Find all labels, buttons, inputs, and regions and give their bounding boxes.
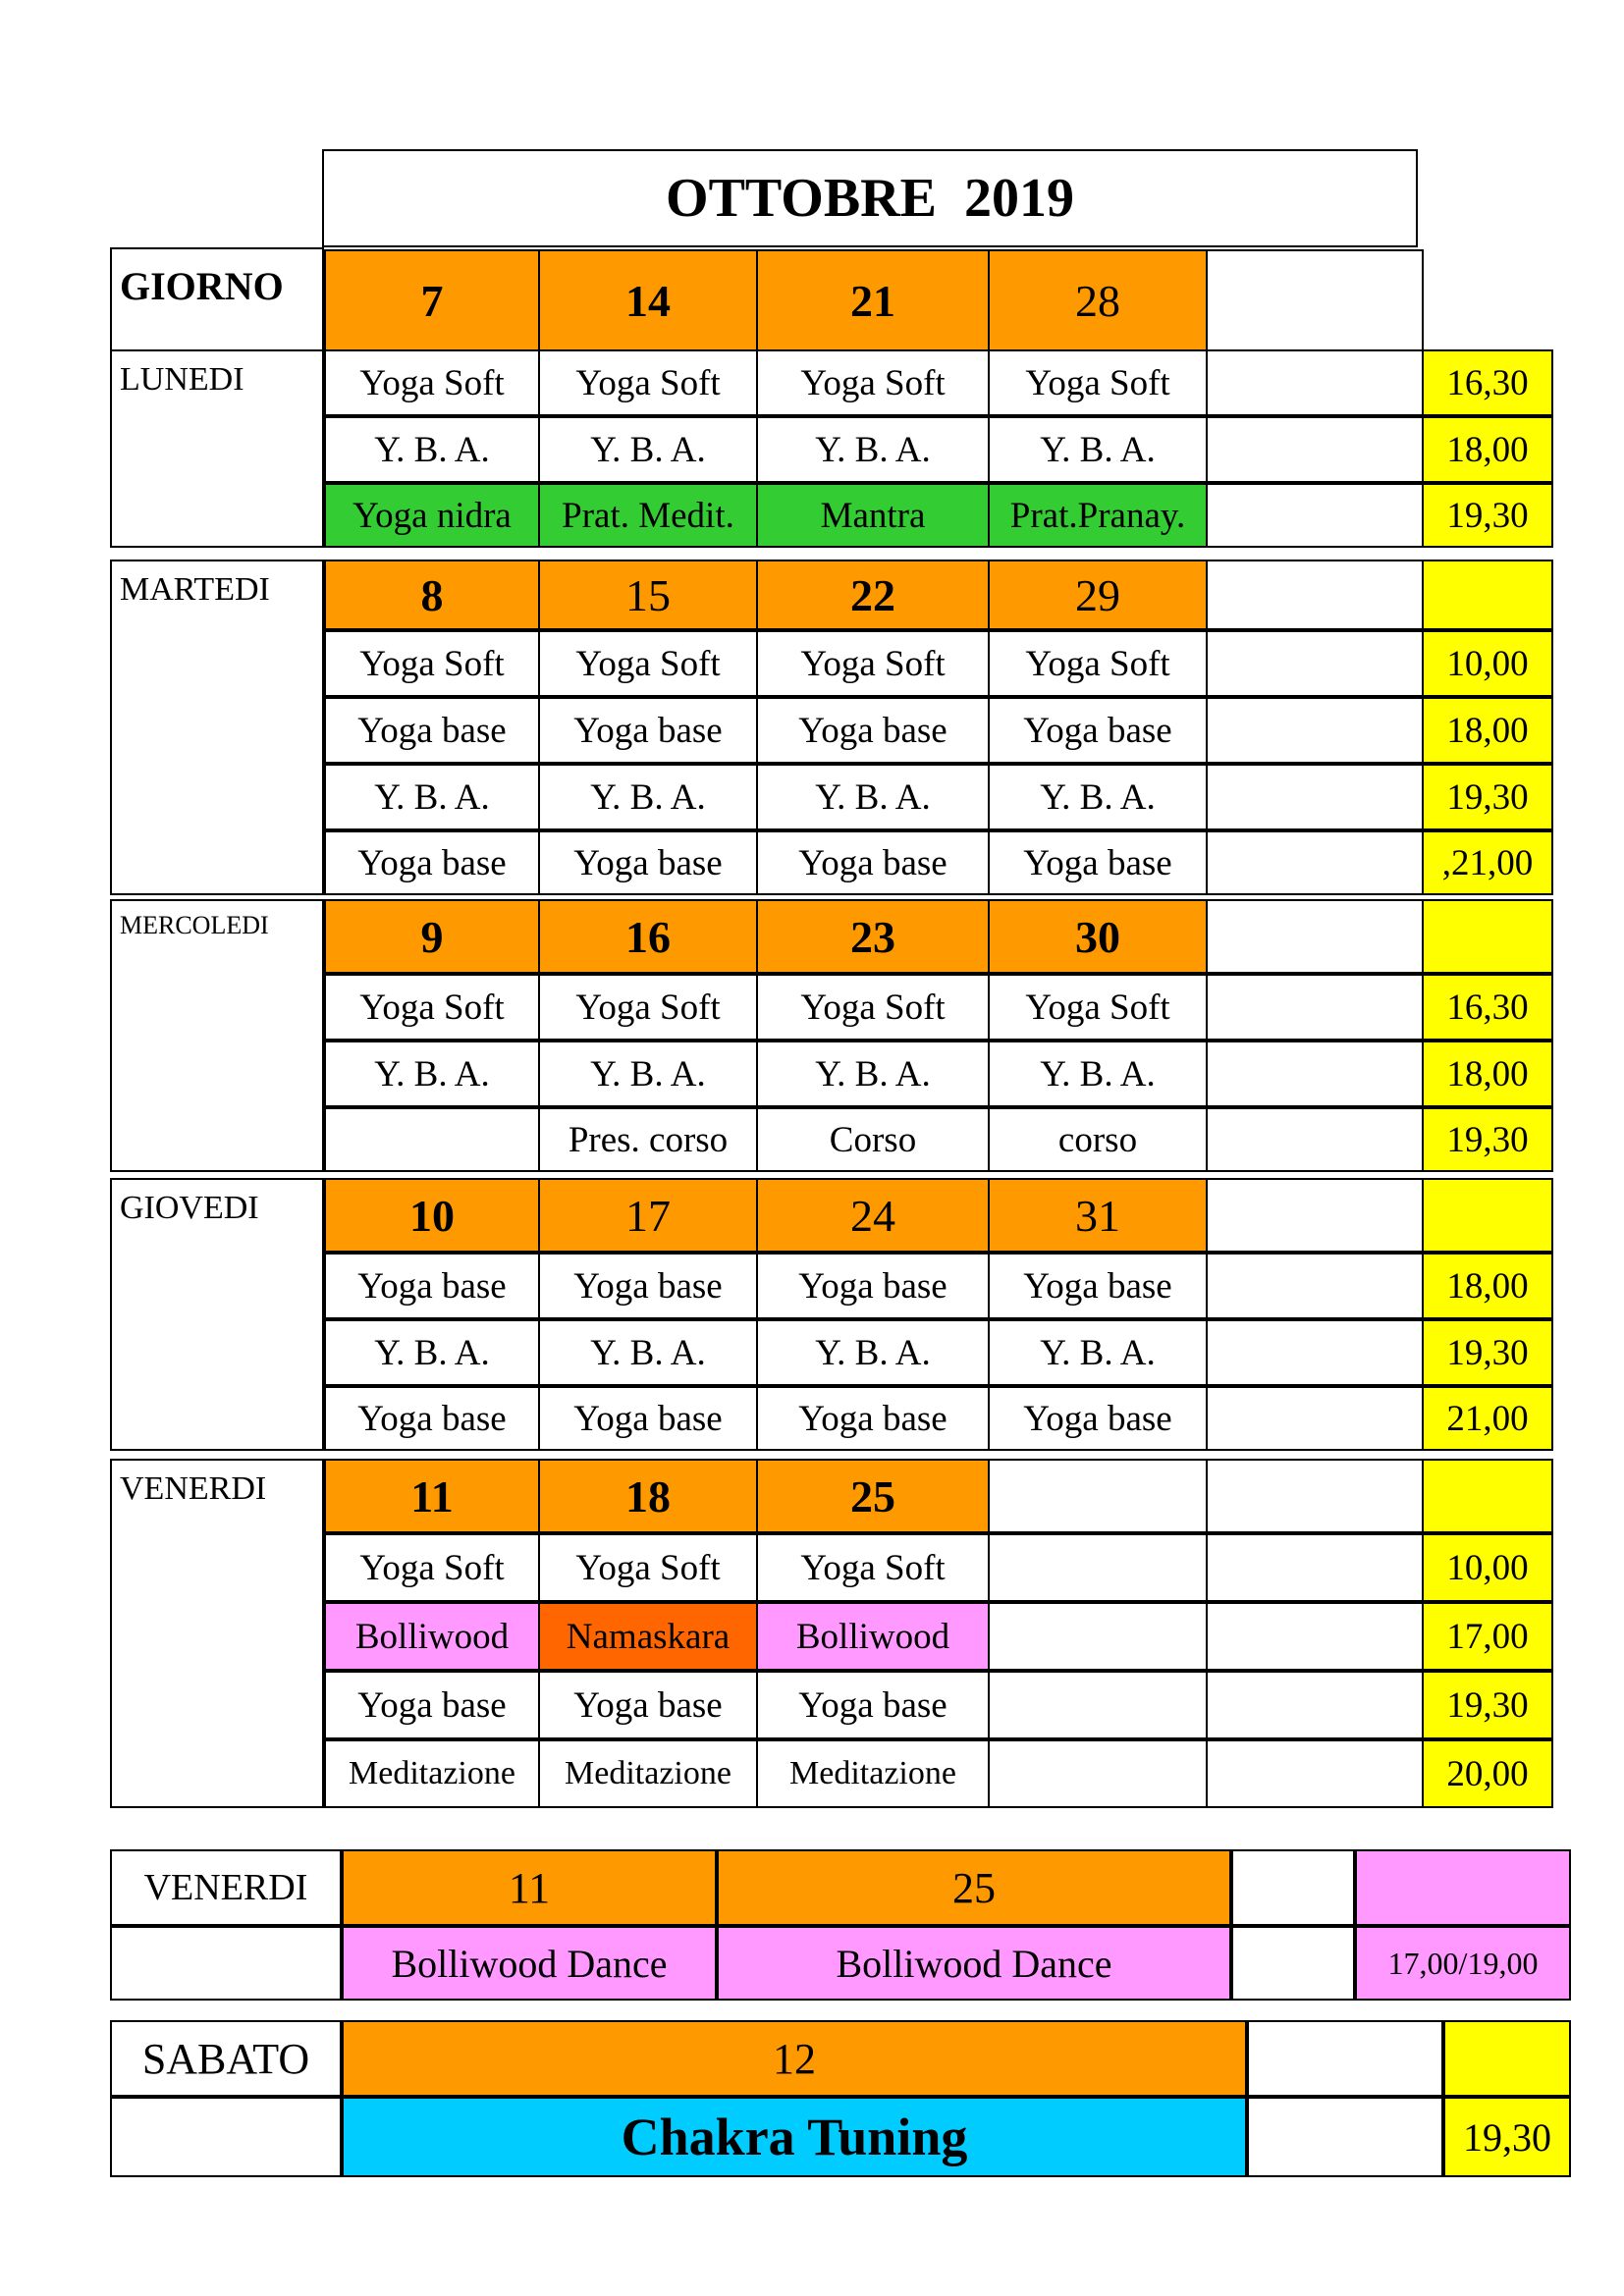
class-cell: Y. B. A. [756, 764, 990, 830]
empty-cell [1206, 349, 1424, 416]
special-event-cell: Bolliwood Dance [342, 1926, 717, 2001]
class-cell: corso [988, 1107, 1208, 1172]
class-cell: Yoga base [538, 697, 758, 764]
empty-cell [1206, 697, 1424, 764]
class-cell: Yoga base [756, 1253, 990, 1319]
time-cell: 10,00 [1422, 630, 1553, 697]
time-cell: 19,30 [1422, 764, 1553, 830]
class-cell: Bolliwood [756, 1602, 990, 1671]
time-cell: ,21,00 [1422, 830, 1553, 895]
time-cell: 19,30 [1422, 1107, 1553, 1172]
class-cell: Yoga base [988, 1386, 1208, 1451]
empty-cell [1247, 2020, 1443, 2097]
empty-cell [1206, 416, 1424, 483]
class-cell: Yoga Soft [988, 630, 1208, 697]
empty-cell [110, 1926, 342, 2001]
class-cell: Yoga Soft [324, 1533, 540, 1602]
class-cell: Meditazione [538, 1739, 758, 1808]
class-cell [988, 1602, 1208, 1671]
class-cell: Yoga base [538, 830, 758, 895]
date-header: 7 [324, 249, 540, 351]
class-cell: Y. B. A. [538, 1041, 758, 1107]
empty-cell [1206, 1602, 1424, 1671]
class-cell: Y. B. A. [988, 764, 1208, 830]
date-cell: 31 [988, 1178, 1208, 1253]
date-cell: 29 [988, 560, 1208, 630]
class-cell: Yoga Soft [988, 349, 1208, 416]
class-cell: Prat. Medit. [538, 483, 758, 548]
class-cell: Yoga base [538, 1671, 758, 1739]
empty-cell [1206, 899, 1424, 974]
class-cell: Y. B. A. [538, 1319, 758, 1386]
class-cell: Y. B. A. [756, 416, 990, 483]
empty-cell [1206, 1386, 1424, 1451]
date-cell: 10 [324, 1178, 540, 1253]
class-cell: Namaskara [538, 1602, 758, 1671]
date-cell: 24 [756, 1178, 990, 1253]
date-header: 21 [756, 249, 990, 351]
time-cell: 18,00 [1422, 1041, 1553, 1107]
date-cell: 16 [538, 899, 758, 974]
date-cell: 8 [324, 560, 540, 630]
time-cell: 21,00 [1422, 1386, 1553, 1451]
class-cell: Prat.Pranay. [988, 483, 1208, 548]
class-cell: Y. B. A. [988, 416, 1208, 483]
time-cell [1422, 899, 1553, 974]
empty-cell [1206, 974, 1424, 1041]
empty-cell [1206, 1107, 1424, 1172]
time-cell [1422, 560, 1553, 630]
date-cell [988, 1459, 1208, 1533]
empty-cell [1206, 1459, 1424, 1533]
date-header: 28 [988, 249, 1208, 351]
date-cell: 11 [324, 1459, 540, 1533]
special-time-cell: 19,30 [1443, 2097, 1571, 2177]
class-cell: Yoga base [756, 697, 990, 764]
time-cell [1422, 1178, 1553, 1253]
day-label: GIOVEDI [110, 1178, 324, 1451]
empty-cell [1206, 1533, 1424, 1602]
empty-cell [1231, 1926, 1355, 2001]
class-cell: Yoga Soft [988, 974, 1208, 1041]
time-cell: 19,30 [1422, 1319, 1553, 1386]
class-cell: Yoga Soft [756, 349, 990, 416]
empty-cell [1206, 483, 1424, 548]
date-cell: 15 [538, 560, 758, 630]
date-header: 14 [538, 249, 758, 351]
empty-cell [1206, 1041, 1424, 1107]
class-cell: Y. B. A. [988, 1041, 1208, 1107]
empty-cell [1206, 764, 1424, 830]
empty-cell [1206, 830, 1424, 895]
class-cell: Yoga nidra [324, 483, 540, 548]
day-label: LUNEDI [110, 349, 324, 548]
time-cell: 16,30 [1422, 974, 1553, 1041]
class-cell: Pres. corso [538, 1107, 758, 1172]
giorno-header: GIORNO [110, 247, 324, 351]
class-cell: Y. B. A. [756, 1041, 990, 1107]
special-event-cell: Bolliwood Dance [717, 1926, 1231, 2001]
class-cell: Yoga base [538, 1253, 758, 1319]
class-cell: Bolliwood [324, 1602, 540, 1671]
class-cell: Yoga base [324, 697, 540, 764]
class-cell: Yoga Soft [756, 974, 990, 1041]
day-label: VENERDI [110, 1459, 324, 1808]
class-cell: Yoga Soft [756, 1533, 990, 1602]
class-cell [988, 1739, 1208, 1808]
day-label: MERCOLEDI [110, 899, 324, 1172]
class-cell: Yoga base [538, 1386, 758, 1451]
date-cell: 30 [988, 899, 1208, 974]
class-cell: Y. B. A. [324, 764, 540, 830]
special-time-header [1443, 2020, 1571, 2097]
page-title: OTTOBRE 2019 [322, 149, 1418, 247]
class-cell: Yoga Soft [324, 974, 540, 1041]
time-cell: 18,00 [1422, 416, 1553, 483]
class-cell: Y. B. A. [756, 1319, 990, 1386]
empty-cell [1231, 1849, 1355, 1926]
class-cell: Yoga Soft [756, 630, 990, 697]
class-cell: Meditazione [324, 1739, 540, 1808]
time-cell [1422, 1459, 1553, 1533]
empty-cell [1206, 1178, 1424, 1253]
empty-cell [1247, 2097, 1443, 2177]
class-cell [324, 1107, 540, 1172]
special-date-cell: 25 [717, 1849, 1231, 1926]
empty-cell [1206, 560, 1424, 630]
class-cell: Yoga Soft [538, 349, 758, 416]
class-cell [988, 1533, 1208, 1602]
class-cell: Yoga base [324, 1253, 540, 1319]
class-cell: Y. B. A. [324, 416, 540, 483]
class-cell: Yoga base [988, 1253, 1208, 1319]
time-cell: 18,00 [1422, 1253, 1553, 1319]
special-date-cell: 11 [342, 1849, 717, 1926]
class-cell: Yoga base [324, 830, 540, 895]
class-cell: Yoga Soft [538, 630, 758, 697]
date-cell: 18 [538, 1459, 758, 1533]
special-time-header [1355, 1849, 1571, 1926]
class-cell: Y. B. A. [538, 416, 758, 483]
empty-cell [1206, 1253, 1424, 1319]
empty-cell [1206, 1671, 1424, 1739]
special-time-cell: 17,00/19,00 [1355, 1926, 1571, 2001]
class-cell: Corso [756, 1107, 990, 1172]
time-cell: 20,00 [1422, 1739, 1553, 1808]
class-cell: Yoga base [756, 1671, 990, 1739]
date-cell: 9 [324, 899, 540, 974]
class-cell: Y. B. A. [988, 1319, 1208, 1386]
date-cell: 25 [756, 1459, 990, 1533]
class-cell: Yoga Soft [324, 630, 540, 697]
date-cell: 17 [538, 1178, 758, 1253]
time-cell: 19,30 [1422, 483, 1553, 548]
date-cell: 22 [756, 560, 990, 630]
class-cell: Yoga base [988, 697, 1208, 764]
special-event-cell: Chakra Tuning [342, 2097, 1247, 2177]
time-cell: 19,30 [1422, 1671, 1553, 1739]
empty-cell [1206, 630, 1424, 697]
empty-cell [110, 2097, 342, 2177]
class-cell: Yoga base [756, 1386, 990, 1451]
class-cell: Yoga Soft [324, 349, 540, 416]
time-cell: 10,00 [1422, 1533, 1553, 1602]
special-day-label: VENERDI [110, 1849, 342, 1926]
time-cell: 18,00 [1422, 697, 1553, 764]
date-cell: 23 [756, 899, 990, 974]
empty-cell [1206, 1319, 1424, 1386]
class-cell: Yoga base [988, 830, 1208, 895]
class-cell: Yoga Soft [538, 974, 758, 1041]
class-cell: Yoga base [324, 1386, 540, 1451]
class-cell: Y. B. A. [324, 1319, 540, 1386]
special-day-label: SABATO [110, 2020, 342, 2097]
class-cell: Yoga base [324, 1671, 540, 1739]
class-cell: Yoga Soft [538, 1533, 758, 1602]
class-cell: Meditazione [756, 1739, 990, 1808]
class-cell: Mantra [756, 483, 990, 548]
day-label: MARTEDI [110, 560, 324, 895]
time-cell: 17,00 [1422, 1602, 1553, 1671]
empty-header-cell [1206, 249, 1424, 351]
class-cell: Y. B. A. [538, 764, 758, 830]
empty-cell [1206, 1739, 1424, 1808]
time-cell: 16,30 [1422, 349, 1553, 416]
class-cell [988, 1671, 1208, 1739]
class-cell: Y. B. A. [324, 1041, 540, 1107]
special-date-cell: 12 [342, 2020, 1247, 2097]
class-cell: Yoga base [756, 830, 990, 895]
